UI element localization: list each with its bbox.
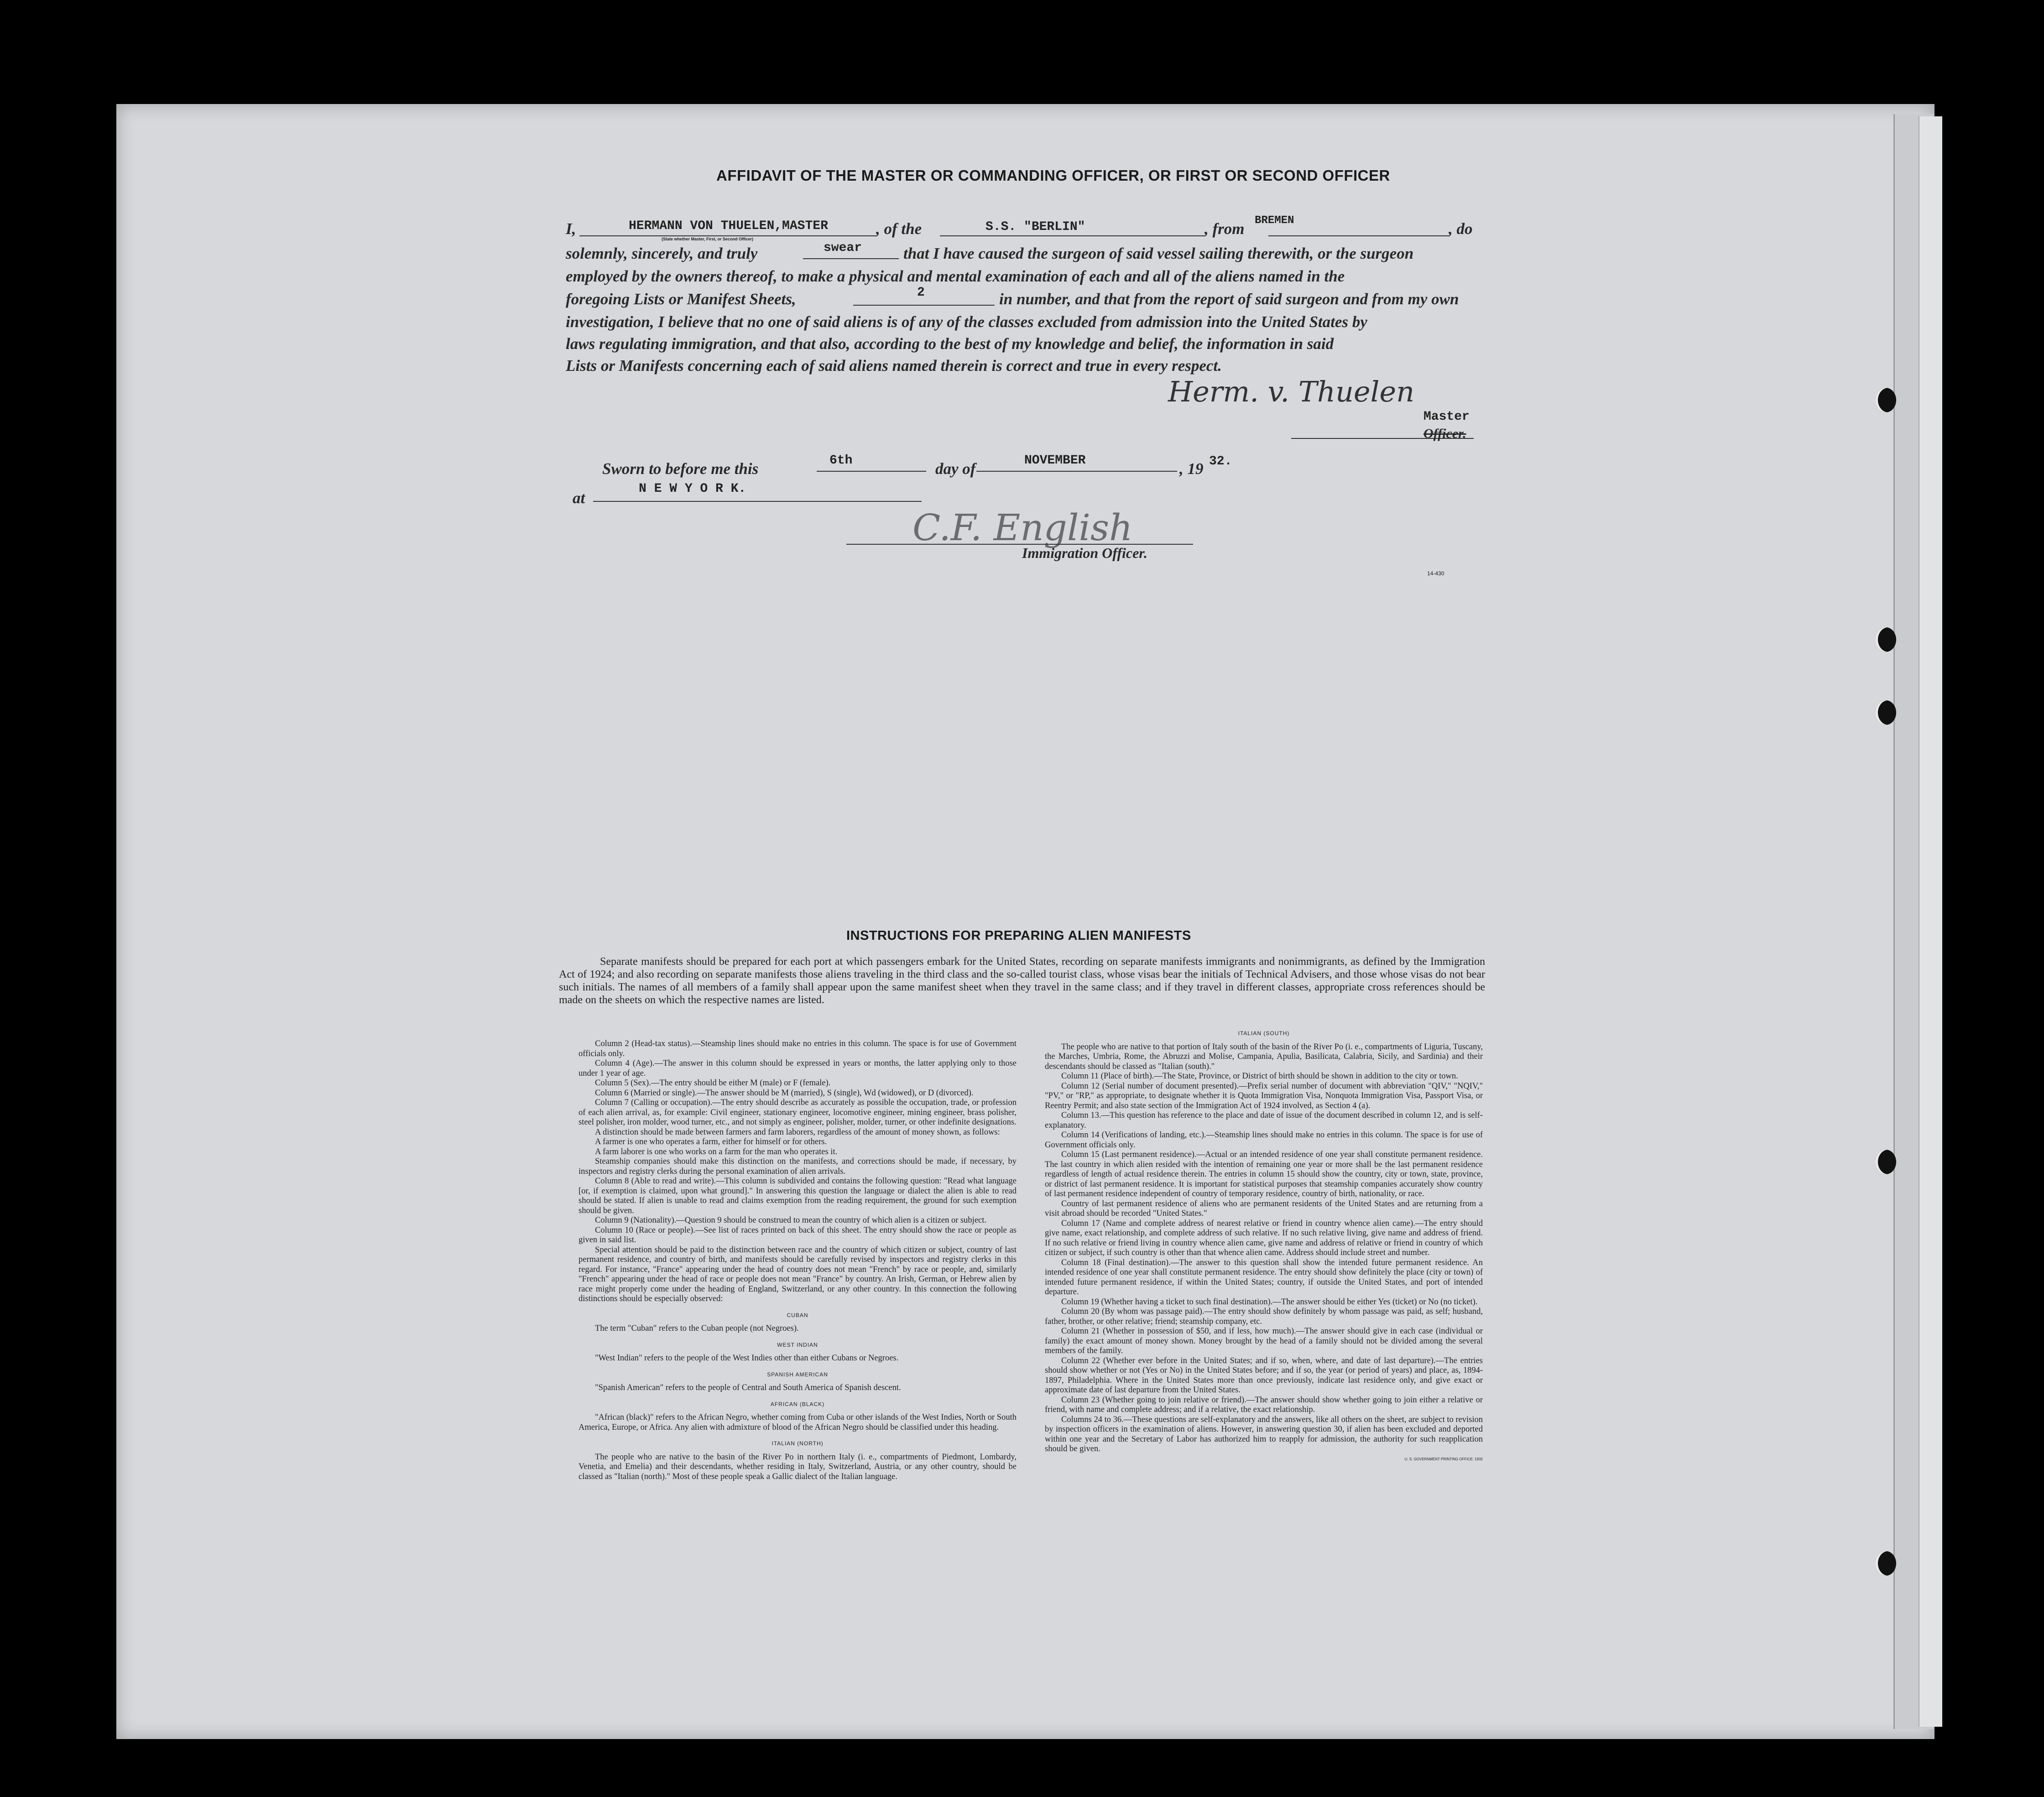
right-para: Column 11 (Place of birth).—The State, Province, or District of birth should be shown in addition to the city or town. <box>1061 1072 1458 1081</box>
line4b-text: in number, and that from the report of said surgeon and from my own <box>999 290 1459 308</box>
vessel-name: S.S. "BERLIN" <box>986 220 1085 234</box>
affidavit-i: I, <box>566 220 576 238</box>
right-para: Column 13.—This question has reference to the place and date of issue of the document described in column 12, and is self-explanatory. <box>1045 1111 1483 1130</box>
left-para: A distinction should be made between farmers and farm laborers, regardless of the amount of money shown, as follows: <box>595 1127 1000 1137</box>
line6-text: laws regulating immigration, and that also, according to the best of my knowledge and belief, the information in said <box>566 335 1334 353</box>
binder-hole <box>1875 388 1896 412</box>
line4a-text: foregoing Lists or Manifest Sheets, <box>566 290 796 308</box>
officer-label: Officer. <box>1424 426 1466 441</box>
left-para: Column 4 (Age).—The answer in this column should be expressed in years or months, the latter applying only to those under 1 year of age. <box>579 1059 1017 1078</box>
state-note: (State whether Master, First, or Second Officer) <box>662 237 754 241</box>
do-text: , do <box>1449 220 1473 238</box>
sworn-year: 32. <box>1209 454 1232 469</box>
italian-south-heading: ITALIAN (SOUTH) <box>1238 1030 1290 1037</box>
affidavit-title: AFFIDAVIT OF THE MASTER OR COMMANDING OFFICER, OR FIRST OR SECOND OFFICER <box>716 167 1390 184</box>
binder-hole <box>1875 1551 1896 1576</box>
solemnly-text: solemnly, sincerely, and truly <box>566 245 758 262</box>
form-number: 14-430 <box>1427 570 1444 577</box>
left-para: Special attention should be paid to the distinction between race and the country of which citizen or subject, country of last permanent residence, and country of birth, and manifests should be carefully revised by inspectors and registry clerks in this regard. For instance, "France" appearing under the head of country does not mean "French" by race or people, and, similarly "French" appearing under the head of race or people does not mean "France" by country. An Irish, German, or Hebrew alien by race might properly come under the heading of England, Switzerland, or any other country. In this connection the following distinctions should be especially observed: <box>579 1245 1017 1303</box>
west-indian-text: "West Indian" refers to the people of the West Indies other than either Cubans or Negroes. <box>595 1354 899 1363</box>
cuban-heading: CUBAN <box>787 1312 808 1318</box>
west-indian-heading: WEST INDIAN <box>777 1341 818 1348</box>
right-para: Column 12 (Serial number of document presented).—Prefix serial number of document with abbreviation "QIV," "NQIV," "PV," or "RP," as appropriate, to designate whether it is Quota Immigration Visa, Nonquota Immigration Visa, Passport Visa, or Reentry Permit; and also state section of the Immigration Act of 1924 involved, as Section 4 (a). <box>1045 1081 1483 1110</box>
binder-hole <box>1875 1150 1896 1174</box>
line2-text: that I have caused the surgeon of said vessel sailing therewith, or the surgeon <box>903 245 1414 262</box>
sworn-city: N E W Y O R K. <box>639 482 746 496</box>
african-heading: AFRICAN (BLACK) <box>770 1401 825 1407</box>
sheets-count: 2 <box>917 286 925 300</box>
sworn-day: 6th <box>829 453 853 468</box>
sworn-month: NOVEMBER <box>1024 453 1086 468</box>
left-para: A farm laborer is one who works on a farm for the man who operates it. <box>595 1147 838 1156</box>
day-of-text: day of <box>935 460 976 478</box>
port-name: BREMEN <box>1255 214 1294 227</box>
left-para: Column 5 (Sex).—The entry should be either M (male) or F (female). <box>595 1078 831 1088</box>
instructions-title: INSTRUCTIONS FOR PREPARING ALIEN MANIFESTS <box>846 928 1191 943</box>
right-para: Column 20 (By whom was passage paid).—The entry should show definitely by whom passage was paid, as self; husband, father, brother, or other relative; friend; steamship company, etc. <box>1045 1307 1483 1326</box>
left-para: Column 7 (Calling or occupation).—The entry should describe as accurately as possible the occupation, trade, or profession of each alien arrival, as, for example: Civil engineer, stationary engineer, locomotive engineer, mining engineer, brass polisher, steel polisher, iron molder, wood turner, etc., and not simply as engineer, polisher, molder, turner, or other indefinite designations. <box>579 1098 1017 1127</box>
right-para: Column 21 (Whether in possession of $50, and if less, how much).—The answer should give in each case (individual or family) the exact amount of money shown. Money brought by the head of a family should not be divided among the several members of the family. <box>1045 1327 1483 1355</box>
year-prefix: , 19 <box>1179 460 1204 478</box>
line3-text: employed by the owners thereof, to make a physical and mental examination of each and all of the aliens named in the <box>566 267 1345 285</box>
right-para: Country of last permanent residence of aliens who are permanent residents of the United States and are returning from a visit abroad should be recorded "United States." <box>1045 1199 1483 1218</box>
italian-north-text: The people who are native to the basin of the River Po in northern Italy (i. e., compartments of Piedmont, Lombardy, Venetia, and Emelia) and their descendants, whether residing in Italy, Switzerland, Austria, or any other country, should be classed as "Italian (north)." Most of these people speak a Gallic dialect of the Italian language. <box>579 1452 1017 1481</box>
line5-text: investigation, I believe that no one of said aliens is of any of the classes excluded from admission into the United States by <box>566 313 1367 331</box>
master-label: Master <box>1424 410 1470 424</box>
right-para: Column 17 (Name and complete address of nearest relative or friend in country whence alien came).—The entry should give name, exact relationship, and complete address of such relative. If no such relative living, give name and address of friend. If no such relative or friend living in country whence alien came, give name and address of relative or friend in country of which citizen or subject, if such country is other than that whence alien came. Address should include street and number. <box>1045 1219 1483 1257</box>
instructions-right-column <box>1045 1029 1483 1464</box>
printer-imprint: U. S. GOVERNMENT PRINTING OFFICE: 1932 <box>1404 1457 1483 1461</box>
left-para: Steamship companies should make this distinction on the manifests, and corrections should be made, if necessary, by inspectors and registry clerks during the personal examination of alien arrivals. <box>579 1157 1017 1176</box>
spanish-american-text: "Spanish American" refers to the people of Central and South America of Spanish descent. <box>595 1383 901 1392</box>
oath-word: swear <box>824 241 862 255</box>
left-para: Column 2 (Head-tax status).—Steamship lines should make no entries in this column. The space is for use of Government officials only. <box>579 1039 1017 1058</box>
left-para: Column 10 (Race or people).—See list of races printed on back of this sheet. The entry should show the race or people as given in said list. <box>579 1225 1017 1245</box>
page-edge-inner <box>1919 116 1942 1727</box>
at-text: at <box>573 489 585 507</box>
left-para: A farmer is one who operates a farm, either for himself or for others. <box>595 1137 827 1146</box>
italian-north-heading: ITALIAN (NORTH) <box>772 1440 824 1447</box>
instructions-intro: Separate manifests should be prepared for each port at which passengers embark for the United States, recording on separate manifests immigrants and nonimmigrants, as defined by the Immigration Act of 1924; and also recording on separate manifests those aliens traveling in the third class and the so-called tourist class, whose visas bear the initials of Technical Advisers, and those whose visas do not bear such initials. The names of all members of a family shall appear upon the same manifest sheet when they travel in the same class; and if they travel in different classes, appropriate cross references should be made on the sheets on which the respective names are listed. <box>559 956 1485 1006</box>
left-para: Column 9 (Nationality).—Question 9 should be construed to mean the country of which alien is a citizen or subject. <box>595 1216 987 1225</box>
immigration-officer-label: Immigration Officer. <box>1022 545 1147 561</box>
line7-text: Lists or Manifests concerning each of said aliens named therein is correct and true in every respect. <box>566 357 1222 375</box>
binder-hole <box>1875 627 1896 652</box>
left-para: Column 8 (Able to read and write).—This column is subdivided and contains the following question: "Read what language [or, if exemption is claimed, upon what ground]." In answering this question the language or dialect the alien is able to read should be stated. If alien is unable to read and claims exemption from the reading requirement, the ground for such exemption should be given. <box>579 1177 1017 1215</box>
of-the-text: , of the <box>876 220 922 238</box>
right-para: Columns 24 to 36.—These questions are self-explanatory and the answers, like all others on the sheet, are subject to revision by inspection officers in the examination of aliens. However, in answering question 30, if alien has been excluded and deported within one year and the Secretary of Labor has authorized him to reapply for admission, the authority for such reapplication should be given. <box>1045 1415 1483 1453</box>
cuban-text: The term "Cuban" refers to the Cuban people (not Negroes). <box>595 1324 799 1333</box>
right-para: Column 14 (Verifications of landing, etc.).—Steamship lines should make no entries in this column. The space is for use of Government officials only. <box>1045 1130 1483 1150</box>
master-signature: Herm. v. Thuelen <box>1168 375 1415 408</box>
african-text: "African (black)" refers to the African Negro, whether coming from Cuba or other islands of the West Indies, North or South America, Europe, or Africa. Any alien with admixture of blood of the African Negro should be classified under this heading. <box>579 1413 1017 1432</box>
right-para: Column 22 (Whether ever before in the United States; and if so, when, where, and date of last departure).—The entries should show whether or not (Yes or No) in the United States before; and if so, the year (or period of years) and place, as, 1894-1897, Philadelphia. Where in the United States more than once previously, indicate last residence only, and give exact or approximate date of last departure from the United States. <box>1045 1356 1483 1395</box>
right-para: The people who are native to that portion of Italy south of the basin of the River Po (i. e., compartments of Liguria, Tuscany, the Marches, Umbria, Rome, the Abruzzi and Molise, Campania, Apulia, Basilicata, Calabria, Sicily, and Sardinia) and their descendants should be classed as "Italian (south)." <box>1045 1042 1483 1071</box>
officer-signature: C.F. English <box>912 506 1133 549</box>
right-para: Column 23 (Whether going to join relative or friend).—The answer should show whether going to join either a relative or friend, with name and complete address; and if a relative, the exact relationship. <box>1045 1395 1483 1414</box>
sworn-text: Sworn to before me this <box>602 460 759 478</box>
left-para: Column 6 (Married or single).—The answer should be M (married), S (single), Wd (widowed), or D (divorced). <box>595 1088 974 1098</box>
right-para: Column 15 (Last permanent residence).—Actual or an intended residence of one year shall constitute permanent residence. The last country in which alien resided with the intention of remaining one year or more shall be the last permanent residence regardless of length of actual residence therein. The entries in column 15 should show the country, city or town, state, province, or district of last permanent residence. It is important for statistical purposes that steamship companies accurately show country of last permanent residence independent of country of temporary residence, country of birth, nationality, or race. <box>1045 1150 1483 1198</box>
from-text: , from <box>1204 220 1245 238</box>
binder-hole <box>1875 700 1896 725</box>
spanish-american-heading: SPANISH AMERICAN <box>767 1371 828 1378</box>
right-para: Column 18 (Final destination).—The answer to this question shall show the intended future permanent residence. An intended residence of one year shall constitute permanent residence. The entry should show definitely the place (city or town) of intended future permanent residence, if within the United States; country, if outside the United States, and port of intended departure. <box>1045 1258 1483 1297</box>
master-name: HERMANN VON THUELEN,MASTER <box>629 219 828 233</box>
instructions-left-column <box>579 1039 1017 1482</box>
right-para: Column 19 (Whether having a ticket to such final destination).—The answer should be either Yes (ticket) or No (no ticket). <box>1061 1297 1478 1307</box>
